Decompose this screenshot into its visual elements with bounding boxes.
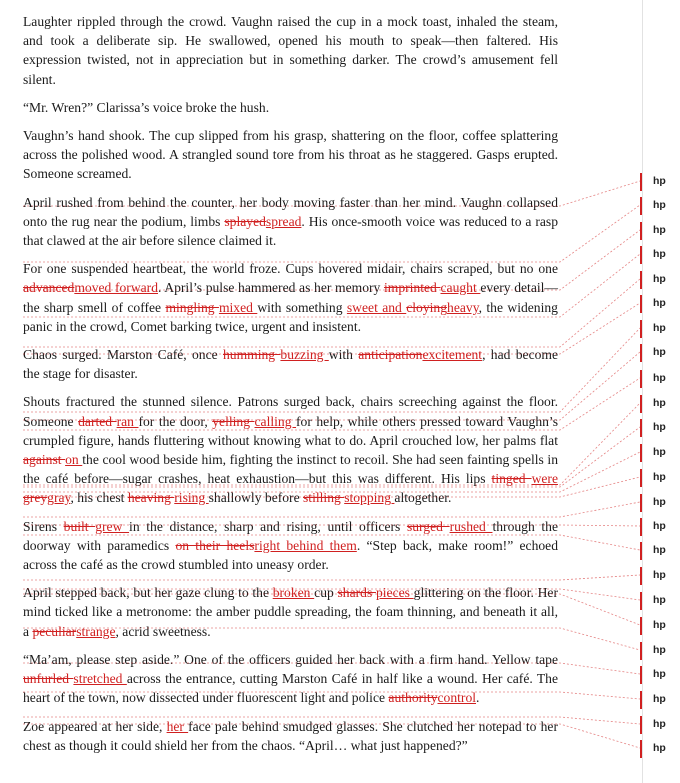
revision-author-tag[interactable]: hp [653,199,666,211]
inserted-text[interactable]: ran [116,413,139,429]
inserted-text[interactable]: pieces [375,585,414,601]
deleted-text[interactable]: imprinted [383,280,441,296]
deleted-text[interactable]: peculiar [32,623,77,639]
revision-author-tag[interactable]: hp [653,594,666,606]
inserted-text[interactable]: excitement [422,347,483,363]
change-bar [640,222,642,240]
inserted-text[interactable]: heavy [447,299,479,315]
text-run: cup [314,585,338,601]
revision-author-tag[interactable]: hp [653,619,666,631]
deleted-text[interactable]: tinged [491,471,532,487]
revision-author-tag[interactable]: hp [653,224,666,236]
revision-author-tag[interactable]: hp [653,322,666,334]
change-bar [640,592,642,610]
change-bar [640,691,642,709]
deleted-text[interactable]: darted [78,413,117,429]
text-run: Sirens [23,518,64,534]
inserted-text[interactable]: stopping [344,490,395,506]
revision-author-tag[interactable]: hp [653,273,666,285]
inserted-text[interactable]: caught [440,280,481,296]
change-bar [640,197,642,215]
inserted-text[interactable]: rising [174,490,209,506]
inserted-text[interactable]: broken [272,585,315,601]
text-run: Zoe appeared at her side, [23,718,167,734]
deleted-text[interactable]: cloying [406,299,448,315]
revision-author-tag[interactable]: hp [653,372,666,384]
text-run: . April’s pulse hammered as her memory [158,280,384,296]
text-run: face pale behind smudged glasses. She clutched her notepad to her chest as though it could shield her from the chaos. “April… what just happened?” [23,718,558,753]
deleted-text[interactable]: against [23,452,66,468]
revision-author-tag[interactable]: hp [653,248,666,260]
deleted-text[interactable]: humming [222,347,281,363]
text-run: Laughter rippled through the crowd. Vaughn raised the cup in a mock toast, inhaled the steam, and took a deliberate sip. He swallowed, opened his mouth to speak—then faltered. His expression twisted, not in appreciation but in something darker. The crowd’s amusement fell silent. [23,14,558,87]
revision-author-tag[interactable]: hp [653,446,666,458]
revision-author-tag[interactable]: hp [653,668,666,680]
change-bar [640,617,642,635]
change-bar [640,173,642,191]
revision-author-tag[interactable]: hp [653,175,666,187]
deleted-text[interactable]: unfurled [23,671,74,687]
deleted-text[interactable]: authority [388,690,438,706]
deleted-text[interactable]: yelling [212,413,255,429]
text-run: , had become the stage for disaster. [23,347,559,382]
change-bar [640,666,642,684]
text-run: April rushed from behind the counter, her body moving faster than her mind. Vaughn collapsed onto the rug near the podium, limbs [23,194,558,229]
change-bar [640,419,642,437]
change-bar [640,469,642,487]
change-bar [640,444,642,462]
text-run: “Mr. Wren?” Clarissa’s voice broke the hush. [23,99,270,115]
deleted-text[interactable]: surged [406,518,450,534]
text-run: , his chest [70,490,128,506]
deleted-text[interactable]: grey [23,490,48,506]
text-run: . His once-smooth voice was reduced to a rasp that clawed at the air before silence claimed it. [23,213,558,249]
change-bar [640,740,642,758]
deleted-text[interactable]: anticipation [358,347,423,363]
inserted-text[interactable]: sweet and [346,299,407,315]
paragraph [23,193,558,251]
deleted-text[interactable]: on their heels [175,537,255,553]
change-bar [640,246,642,264]
paragraph [23,583,558,641]
paragraph [23,345,558,383]
revision-author-tag[interactable]: hp [653,644,666,656]
text-run: in the distance, sharp and rising, until officers [129,518,407,534]
change-bar [640,370,642,388]
inserted-text[interactable]: buzzing [280,347,329,363]
inserted-text[interactable]: calling [254,413,296,429]
change-bar [640,395,642,413]
text-run: shallowly before [208,490,304,506]
revision-author-tag[interactable]: hp [653,742,666,754]
inserted-text[interactable]: gray [47,490,71,506]
deleted-text[interactable]: heaving [127,490,175,506]
text-run: , acrid sweetness. [115,623,211,639]
text-run: “Ma’am, please step aside.” One of the officers guided her back with a firm hand. Yellow tape [23,651,558,667]
text-run: . [476,690,480,706]
inserted-text[interactable]: grew [95,518,130,534]
revision-author-tag[interactable]: hp [653,397,666,409]
inserted-text[interactable]: were [531,471,558,487]
change-bar [640,642,642,660]
text-run: with [328,347,359,363]
change-bar [640,542,642,560]
deleted-text[interactable]: advanced [23,280,75,296]
revision-author-tag[interactable]: hp [653,297,666,309]
revision-author-tag[interactable]: hp [653,569,666,581]
text-run: every detail—the sharp smell of coffee [23,280,559,315]
deleted-text[interactable]: mingling [165,299,219,315]
revision-author-tag[interactable]: hp [653,693,666,705]
text-run: , the widening panic in the crowd, Comet barking twice, urgent and insistent. [23,299,558,334]
revision-author-tag[interactable]: hp [653,421,666,433]
deleted-text[interactable]: splayed [224,213,266,229]
inserted-text[interactable]: strange [76,623,116,639]
change-bar [640,567,642,585]
paragraph [23,650,558,708]
text-run: . “Step back, make room!” echoed across the café as the crowd stumbled into uneasy order. [23,537,558,573]
text-run: glittering on the floor. Her mind ticked like a metronome: the amber puddle spreading, the foam thinning, and beneath it all, a [23,585,558,639]
text-run: For one suspended heartbeat, the world froze. Cups hovered midair, chairs scraped, but no one [23,261,558,277]
document-body[interactable] [23,12,558,764]
paragraph [23,392,558,507]
inserted-text[interactable]: stretched [73,671,127,687]
deleted-text[interactable]: stilling [303,490,345,506]
inserted-text[interactable]: rushed [449,518,493,534]
text-run: across the entrance, cutting Marston Café in half like a wound. Her café. The heart of the town, now dissected under fluorescent light and police [23,671,558,706]
change-bar [640,271,642,289]
paragraph [23,12,558,89]
change-bar [640,295,642,313]
text-run: for help, while others pressed toward Vaughn’s crumpled figure, hands fluttering without knowing what to do. April crouched low, her palms flat [23,413,558,448]
revision-author-tag[interactable]: hp [653,718,666,730]
text-run: the cool wood beside him, fighting the instinct to recoil. She had seen fainting spells in the café before—sugar crashes, heat exhaustion—but this was different. His lips [23,452,558,487]
comment-margin [642,0,680,783]
paragraph [23,517,558,575]
text-run: altogether. [394,490,452,506]
text-run: Chaos surged. Marston Café, once [23,347,223,363]
paragraph [23,259,558,336]
deleted-text[interactable]: built [63,518,96,534]
paragraph [23,717,558,755]
deleted-text[interactable]: shards [337,585,376,601]
inserted-text[interactable]: right behind them [254,537,357,553]
revision-author-tag[interactable]: hp [653,544,666,556]
text-run: April stepped back, but her gaze clung to the [23,585,273,601]
paragraph [23,98,558,117]
change-bar [640,716,642,734]
text-run: through the doorway with paramedics [23,518,559,553]
text-run: for the door, [138,413,213,429]
text-run: with something [257,299,347,315]
change-bar [640,518,642,536]
revision-author-tag[interactable]: hp [653,520,666,532]
inserted-text[interactable]: spread [265,213,302,229]
revision-author-tag[interactable]: hp [653,346,666,358]
inserted-text[interactable]: mixed [218,299,258,315]
inserted-text[interactable]: moved forward [74,280,158,296]
text-run: Vaughn’s hand shook. The cup slipped from his grasp, shattering on the floor, coffee splattering across the polished wood. A strangled sound tore from his throat as he staggered. Gasps erupted. Someone screamed. [23,128,558,182]
inserted-text[interactable]: her [166,718,189,734]
paragraph [23,126,558,184]
revision-author-tag[interactable]: hp [653,496,666,508]
change-bar [640,494,642,512]
inserted-text[interactable]: on [65,452,83,468]
change-bar [640,320,642,338]
revision-author-tag[interactable]: hp [653,471,666,483]
text-run: Shouts fractured the stunned silence. Patrons surged back, chairs screeching against the floor. Someone [23,394,558,429]
inserted-text[interactable]: control [437,690,477,706]
change-bar [640,344,642,362]
